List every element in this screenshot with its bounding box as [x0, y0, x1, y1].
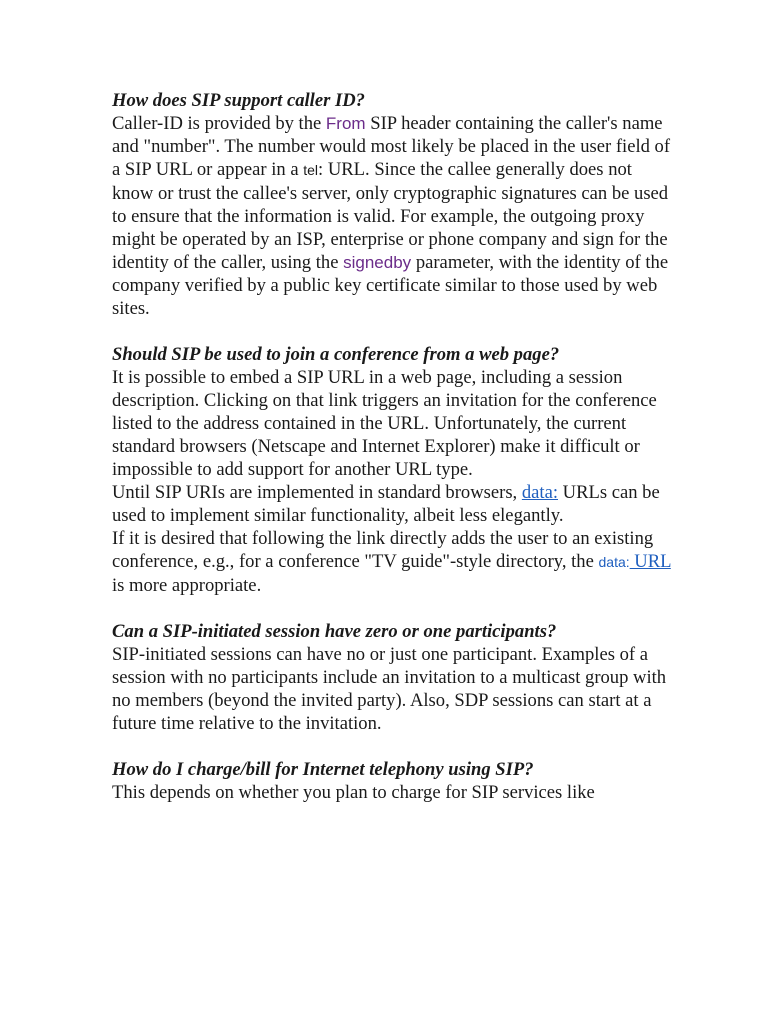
paragraph-text: URLs can be used to implement similar functionality, albeit less elegantly.	[112, 482, 660, 526]
section-spacer	[112, 735, 672, 758]
inline-code-tel: tel	[303, 162, 319, 178]
paragraph-text: Until SIP URIs are implemented in standard browsers,	[112, 482, 522, 503]
section-spacer	[112, 597, 672, 620]
paragraph	[112, 481, 672, 527]
paragraph-text: SIP header containing the caller's name and "number". The number would most likely be placed in the user field of a SIP URL or appear in a	[112, 113, 671, 180]
document-content	[112, 89, 672, 804]
inline-code-signedby: signedby	[343, 253, 412, 272]
paragraph: It is possible to embed a SIP URL in a web page, including a session description. Clicking on that link triggers an invitation for the conference listed to the address contained in the URL. Unfortunately, the current standard browsers (Netscape and Internet Explorer) make it difficult or impossible to add support for another URL type.	[112, 367, 657, 480]
paragraph-text: Caller-ID is provided by the	[112, 113, 326, 134]
paragraph: SIP-initiated sessions can have no or just one participant. Examples of a session with no participants include an invitation to a multicast group with no members (beyond the invited party). Also, SDP sessions can start at a future time relative to the invitation.	[112, 644, 667, 734]
paragraph-text: If it is desired that following the link directly adds the user to an existing conference, e.g., for a conference "TV guide"-style directory, the	[112, 528, 654, 572]
section-heading: Should SIP be used to join a conference from a web page?	[112, 344, 560, 365]
inline-code-data: data:	[598, 554, 630, 570]
url-link[interactable]: URL	[629, 551, 671, 572]
paragraph-text: parameter, with the identity of the company verified by a public key certificate similar to those used by web sites.	[112, 252, 669, 319]
section-heading: How do I charge/bill for Internet telephony using SIP?	[112, 759, 534, 780]
paragraph-text: : URL. Since the callee generally does not know or trust the callee's server, only cryptographic signatures can be used to ensure that the information is valid. For example, the outgoing proxy might be operated by an ISP, enterprise or phone company and sign for the identity of the caller, using the	[112, 159, 669, 273]
data-url-link[interactable]: data:	[521, 482, 558, 503]
section-heading: Can a SIP-initiated session have zero or one participants?	[112, 621, 557, 642]
paragraph-text: is more appropriate.	[112, 575, 262, 596]
paragraph	[112, 527, 672, 597]
section-heading: How does SIP support caller ID?	[112, 90, 365, 111]
paragraph	[112, 112, 672, 320]
inline-code-from: From	[325, 114, 366, 133]
paragraph: This depends on whether you plan to charge for SIP services like	[112, 782, 595, 803]
section-spacer	[112, 320, 672, 343]
